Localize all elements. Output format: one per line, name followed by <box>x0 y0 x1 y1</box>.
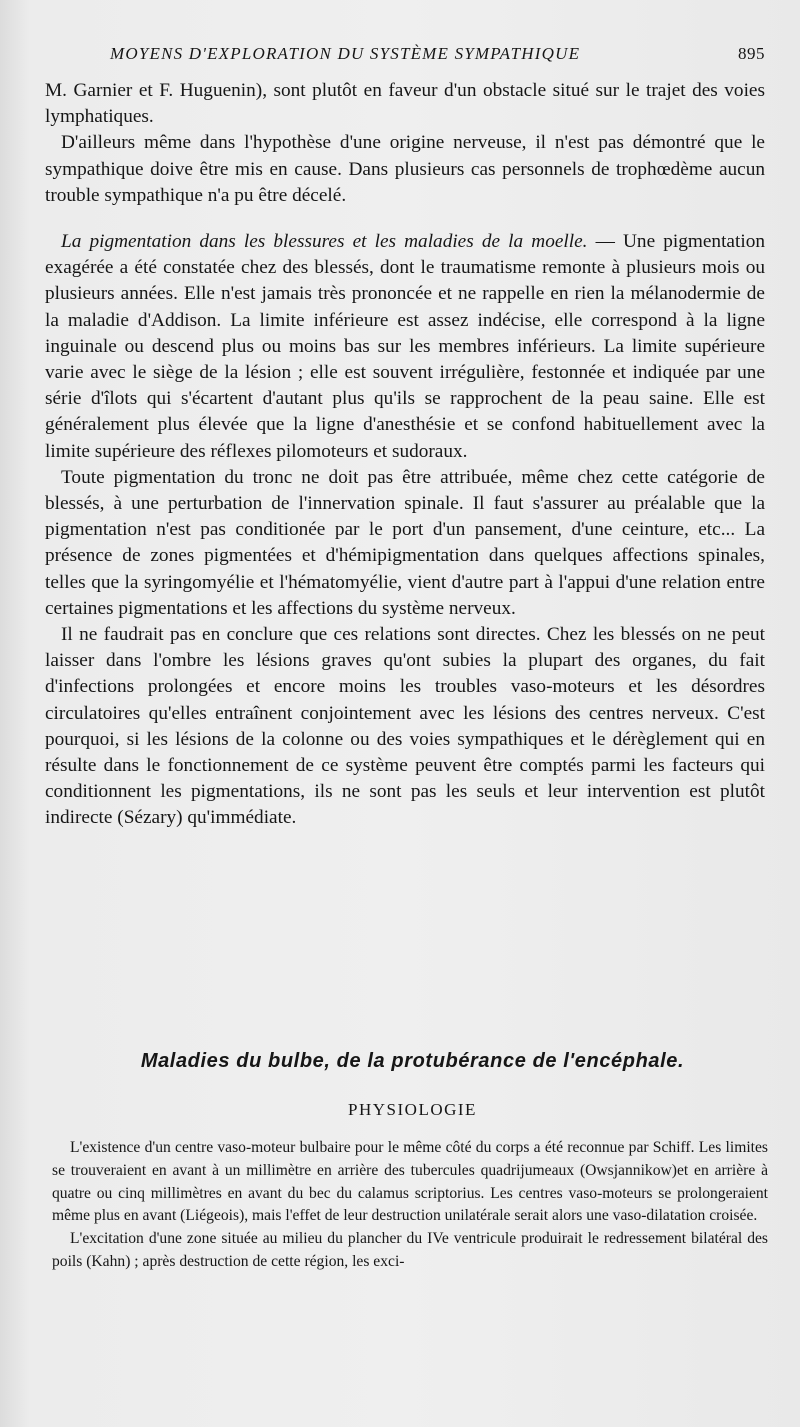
paragraph-relations: Il ne faudrait pas en conclure que ces relations sont directes. Chez les blessés on ne peut laisser dans l'ombre les lésions graves qu'ont subies la plupart des organes, du fait d'infections prolongées et encore moins les troubles vaso-moteurs et les désordres circulatoires qu'elles entraînent conjointement avec les lésions des centres nerveux. C'est pourquoi, si les lésions de la colonne ou des voies sympathiques et le dérèglement qui en résulte dans le fonctionnement de ce système peuvent être comptés parmi les facteurs qui conditionnent les pigmentations, ils ne sont pas les seuls et leur intervention est plutôt indirecte (Sézary) qu'immédiate. <box>45 624 765 829</box>
subsection-heading: PHYSIOLOGIE <box>348 1100 477 1119</box>
paragraph-pigmentation <box>45 229 765 465</box>
section-heading: Maladies du bulbe, de la protubérance de l'encéphale. <box>140 1050 685 1072</box>
running-head <box>100 44 765 68</box>
paragraph-trophoedeme: D'ailleurs même dans l'hypothèse d'une origine nerveuse, il n'est pas démontré que le sympathique doive être mis en cause. Dans plusieurs cas personnels de trophœdème aucun trouble sympathique n'a pu être décelé. <box>45 132 765 206</box>
running-title: MOYENS D'EXPLORATION DU SYSTÈME SYMPATHIQUE <box>110 44 581 63</box>
paragraph-centre-bulbaire: L'existence d'un centre vaso-moteur bulbaire pour le même côté du corps a été reconnue par Schiff. Les limites se trouveraient en avant à un millimètre en arrière des tubercules quadrijumeaux (Owsjannikow)et en arrière à quatre ou cinq millimètres en avant du bec du calamus scriptorius. Les centres vaso-moteurs se prolongeraient même plus en avant (Liégeois), mais l'effet de leur destruction unilatérale serait alors une vaso-dilatation croisée. <box>52 1139 768 1225</box>
paragraph-excitation: L'excitation d'une zone située au milieu du plancher du IVe ventricule produirait le redressement bilatéral des poils (Kahn) ; après destruction de cette région, les exci- <box>52 1230 768 1270</box>
paragraph-lead-title: La pigmentation dans les blessures et les maladies de la moelle. <box>61 231 588 253</box>
paragraph-pigmentation-text: — Une pigmentation exagérée a été constatée chez des blessés, dont le traumatisme remonte à plusieurs mois ou plusieurs années. Elle n'est jamais très prononcée et ne rappelle en rien la mélanodermie de la maladie d'Addison. La limite inférieure est assez indécise, elle correspond à la ligne inguinale ou descend plus ou moins bas sur les membres inférieurs. La limite supérieure varie avec le siège de la lésion ; elle est souvent irrégulière, festonnée et indiquée par une série d'îlots qui s'écartent d'autant plus qu'ils se rapprochent de la peau saine. Elle est généralement plus élevée que la ligne d'anesthésie et se confond habituellement avec la limite supérieure des réflexes pilomoteurs et sudoraux. <box>45 231 765 462</box>
paragraph-tronc: Toute pigmentation du tronc ne doit pas être attribuée, même chez cette catégorie de blessés, à une perturbation de l'innervation spinale. Il faut s'assurer au préalable que la pigmentation n'est pas conditionée par le port d'un pansement, d'une ceinture, etc... La présence de zones pigmentées et d'hémipigmentation dans quelques affections spinales, telles que la syringomyélie et l'hématomyélie, vient d'autre part à l'appui d'une relation entre certaines pigmentations et les affections du système nerveux. <box>45 466 765 619</box>
small-print-text <box>52 1137 768 1274</box>
paragraph-continuation: M. Garnier et F. Huguenin), sont plutôt en faveur d'un obstacle situé sur le trajet des voies lymphatiques. <box>45 80 765 128</box>
page-number: 895 <box>738 44 765 63</box>
main-text <box>45 78 765 832</box>
